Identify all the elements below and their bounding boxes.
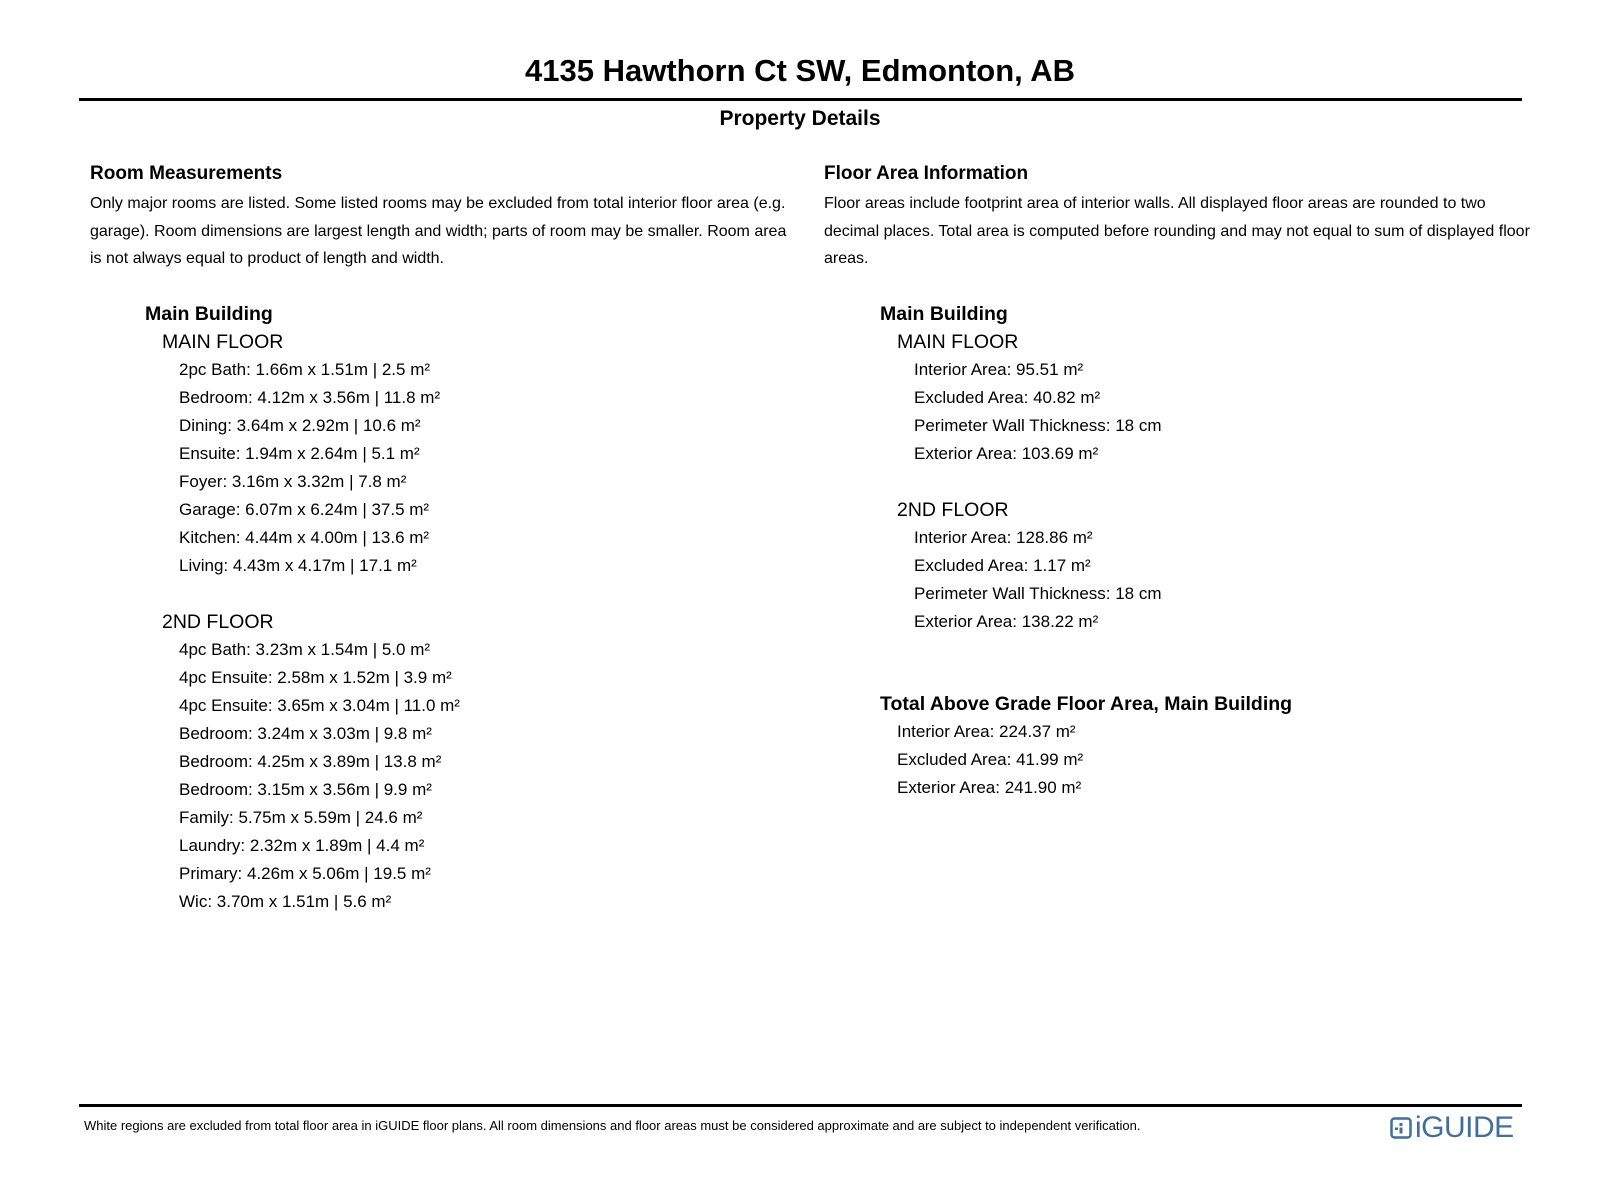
area-item: Excluded Area: 40.82 m² [914, 388, 1101, 407]
area-floor-heading: MAIN FLOOR [897, 331, 1019, 353]
room-measurements-section [90, 161, 790, 273]
room-item: Bedroom: 4.25m x 3.89m | 13.8 m² [179, 752, 442, 771]
area-item: Perimeter Wall Thickness: 18 cm [914, 584, 1162, 603]
room-floor-heading: 2ND FLOOR [162, 611, 274, 633]
room-item: 4pc Ensuite: 2.58m x 1.52m | 3.9 m² [179, 668, 452, 687]
header-divider [79, 98, 1522, 101]
room-item: Bedroom: 3.15m x 3.56m | 9.9 m² [179, 780, 432, 799]
room-measurements-title: Room Measurements [90, 163, 283, 184]
total-area-item: Excluded Area: 41.99 m² [897, 750, 1084, 769]
floor-area-description: Floor areas include footprint area of interior walls. All displayed floor areas are rounded to two decimal places. Total area is computed before rounding and may not equal to sum of displayed floor areas. [824, 195, 1530, 267]
total-area-block [880, 690, 1292, 802]
iguide-logo [1390, 1111, 1514, 1145]
room-item: 2pc Bath: 1.66m x 1.51m | 2.5 m² [179, 360, 431, 379]
iguide-logo-icon [1390, 1117, 1412, 1139]
floor-area-list [880, 300, 1162, 636]
floor-area-title: Floor Area Information [824, 163, 1029, 184]
room-item: Ensuite: 1.94m x 2.64m | 5.1 m² [179, 444, 420, 463]
area-item: Perimeter Wall Thickness: 18 cm [914, 416, 1162, 435]
floor-area-section [824, 161, 1544, 273]
room-item: Foyer: 3.16m x 3.32m | 7.8 m² [179, 472, 407, 491]
room-item: Dining: 3.64m x 2.92m | 10.6 m² [179, 416, 421, 435]
room-item: Kitchen: 4.44m x 4.00m | 13.6 m² [179, 528, 430, 547]
area-building-heading: Main Building [880, 303, 1008, 325]
area-item: Excluded Area: 1.17 m² [914, 556, 1091, 575]
room-measurements-description: Only major rooms are listed. Some listed rooms may be excluded from total interior floor area (e.g. garage). Room dimensions are largest length and width; parts of room may be smaller. Room area is not always equal to product of length and width. [90, 195, 787, 267]
area-item: Exterior Area: 103.69 m² [914, 444, 1099, 463]
page-title: 4135 Hawthorn Ct SW, Edmonton, AB [525, 53, 1075, 88]
room-building-heading: Main Building [145, 303, 273, 325]
room-item: 4pc Bath: 3.23m x 1.54m | 5.0 m² [179, 640, 431, 659]
room-item: 4pc Ensuite: 3.65m x 3.04m | 11.0 m² [179, 696, 460, 715]
total-area-heading: Total Above Grade Floor Area, Main Building [880, 693, 1293, 715]
room-list [145, 300, 460, 916]
room-floor-heading: MAIN FLOOR [162, 331, 284, 353]
total-area-item: Interior Area: 224.37 m² [897, 722, 1076, 741]
iguide-logo-text: iGUIDE [1415, 1111, 1514, 1144]
area-item: Exterior Area: 138.22 m² [914, 612, 1099, 631]
room-item: Wic: 3.70m x 1.51m | 5.6 m² [179, 892, 392, 911]
area-floor-heading: 2ND FLOOR [897, 499, 1009, 521]
room-item: Bedroom: 4.12m x 3.56m | 11.8 m² [179, 388, 441, 407]
footer-disclaimer: White regions are excluded from total floor area in iGUIDE floor plans. All room dimensions and floor areas must be considered approximate and are subject to independent verification. [84, 1118, 1141, 1133]
page-subtitle: Property Details [719, 107, 881, 130]
room-item: Bedroom: 3.24m x 3.03m | 9.8 m² [179, 724, 432, 743]
room-item: Living: 4.43m x 4.17m | 17.1 m² [179, 556, 417, 575]
area-item: Interior Area: 128.86 m² [914, 528, 1093, 547]
room-item: Family: 5.75m x 5.59m | 24.6 m² [179, 808, 423, 827]
room-item: Primary: 4.26m x 5.06m | 19.5 m² [179, 864, 431, 883]
footer-divider [79, 1104, 1522, 1107]
room-item: Garage: 6.07m x 6.24m | 37.5 m² [179, 500, 430, 519]
room-item: Laundry: 2.32m x 1.89m | 4.4 m² [179, 836, 425, 855]
area-item: Interior Area: 95.51 m² [914, 360, 1084, 379]
total-area-item: Exterior Area: 241.90 m² [897, 778, 1082, 797]
